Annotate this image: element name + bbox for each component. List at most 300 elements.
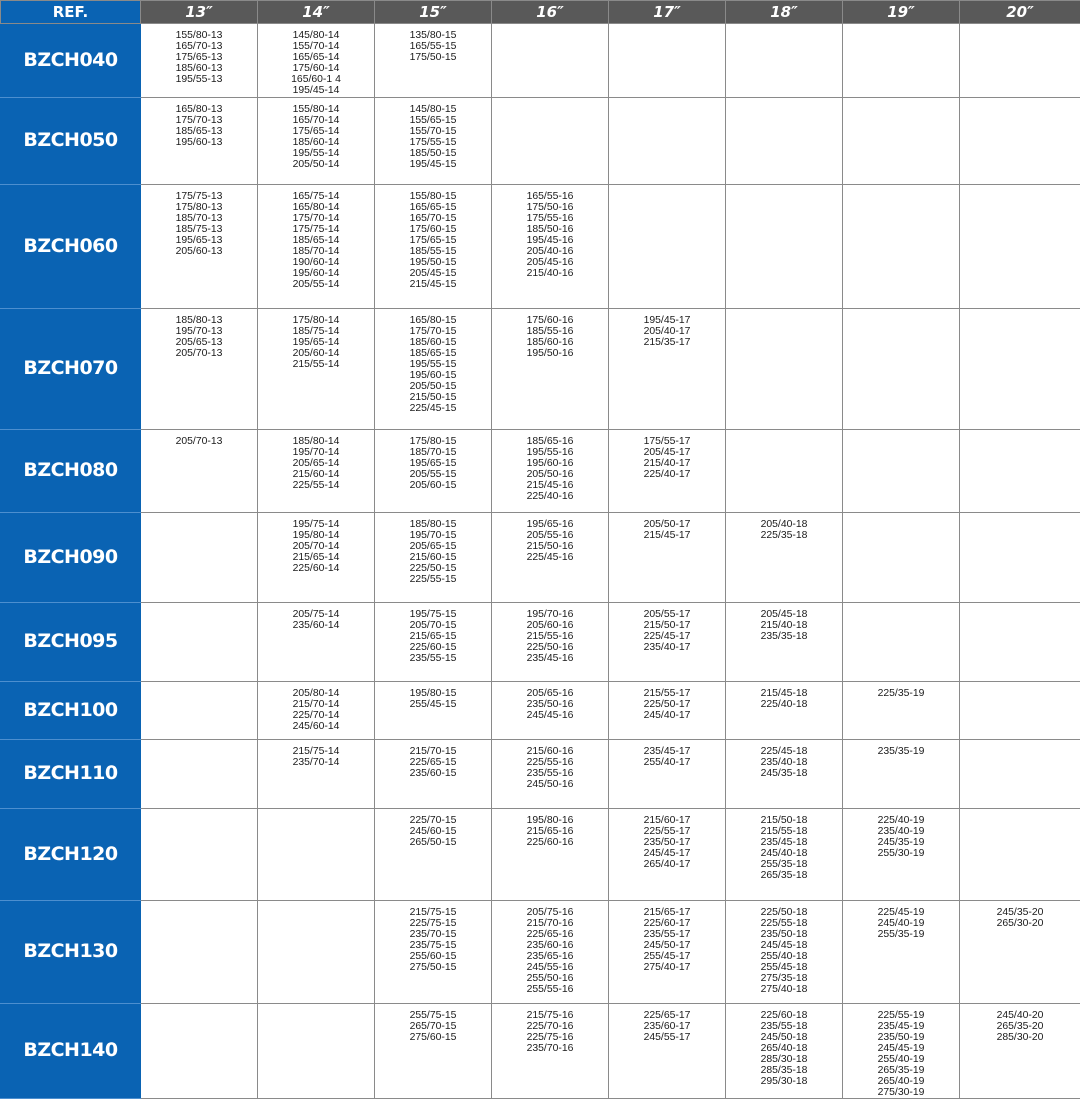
size-cell: [141, 24, 258, 98]
tire-size: 215/50-17: [611, 620, 723, 631]
tire-size: 225/55-19: [845, 1010, 957, 1021]
tire-size: 175/75-14: [260, 224, 372, 235]
tire-size: 275/40-17: [611, 962, 723, 973]
tire-size: 245/45-16: [494, 710, 606, 721]
size-cell: [609, 429, 726, 512]
tire-size: 195/45-17: [611, 315, 723, 326]
tire-size: 255/50-16: [494, 973, 606, 984]
tire-size: 155/80-14: [260, 104, 372, 115]
tire-size: 265/40-18: [728, 1043, 840, 1054]
size-cell: [258, 97, 375, 184]
size-cell: [375, 97, 492, 184]
tire-size: 235/60-14: [260, 620, 372, 631]
tire-size: 205/40-17: [611, 326, 723, 337]
tire-size: 205/50-16: [494, 469, 606, 480]
tire-size: 185/55-15: [377, 246, 489, 257]
size-cell: [141, 900, 258, 1003]
tire-size: 205/55-17: [611, 609, 723, 620]
ref-code-cell: BZCH060: [1, 184, 141, 308]
tire-size: 275/30-19: [845, 1087, 957, 1098]
tire-size: 225/65-16: [494, 929, 606, 940]
tire-size: 185/60-15: [377, 337, 489, 348]
tire-size: 195/50-16: [494, 348, 606, 359]
size-cell: [960, 184, 1080, 308]
size-cell: [960, 602, 1080, 681]
size-cell: [492, 1003, 609, 1099]
ref-code-cell: BZCH095: [1, 602, 141, 681]
tire-size: 205/55-16: [494, 530, 606, 541]
size-cell: [258, 512, 375, 602]
tire-size: 195/70-14: [260, 447, 372, 458]
tire-size: 185/50-15: [377, 148, 489, 159]
tire-size: 215/45-16: [494, 480, 606, 491]
tire-size: 235/55-16: [494, 768, 606, 779]
tire-size: 245/50-17: [611, 940, 723, 951]
size-cell: [141, 602, 258, 681]
tire-size: 225/65-15: [377, 757, 489, 768]
tire-size: 215/60-15: [377, 552, 489, 563]
size-cell: [843, 602, 960, 681]
tire-size: 285/35-18: [728, 1065, 840, 1076]
tire-size: 225/55-16: [494, 757, 606, 768]
tire-size: 265/35-20: [962, 1021, 1078, 1032]
size-cell: [726, 429, 843, 512]
tire-size: 175/50-15: [377, 52, 489, 63]
tire-size: 195/45-14: [260, 85, 372, 96]
tire-size: 165/55-16: [494, 191, 606, 202]
size-cell: [843, 512, 960, 602]
size-cell: [258, 184, 375, 308]
tire-size: 265/30-20: [962, 918, 1078, 929]
tire-size: 245/35-20: [962, 907, 1078, 918]
tire-size: 235/50-18: [728, 929, 840, 940]
tire-size: 175/55-16: [494, 213, 606, 224]
table-body: [1, 24, 1080, 1099]
size-cell: [375, 681, 492, 739]
tire-size: 215/40-18: [728, 620, 840, 631]
tire-size: 165/65-14: [260, 52, 372, 63]
ref-code-cell: BZCH110: [1, 739, 141, 808]
tire-size: 245/60-14: [260, 721, 372, 732]
tire-size: 205/45-17: [611, 447, 723, 458]
size-cell: [960, 739, 1080, 808]
tire-size: 195/60-13: [143, 137, 255, 148]
tire-size: 225/70-14: [260, 710, 372, 721]
tire-size: 185/65-13: [143, 126, 255, 137]
tire-size: 195/55-16: [494, 447, 606, 458]
tire-size: 205/75-16: [494, 907, 606, 918]
tire-size: 275/40-18: [728, 984, 840, 995]
tire-size: 155/80-15: [377, 191, 489, 202]
tire-size: 285/30-18: [728, 1054, 840, 1065]
ref-code-cell: BZCH040: [1, 24, 141, 98]
tire-size: 215/50-18: [728, 815, 840, 826]
size-cell: [492, 512, 609, 602]
tire-size: 145/80-15: [377, 104, 489, 115]
tire-size: 255/60-15: [377, 951, 489, 962]
table-row: [1, 308, 1080, 429]
size-cell: [258, 308, 375, 429]
header-row: [1, 1, 1080, 24]
tire-size: 225/45-16: [494, 552, 606, 563]
tire-size: 235/70-14: [260, 757, 372, 768]
tire-size: 195/70-13: [143, 326, 255, 337]
tire-size: 225/45-17: [611, 631, 723, 642]
tire-size: 245/40-18: [728, 848, 840, 859]
tire-size: 245/35-18: [728, 768, 840, 779]
tire-size: 235/60-17: [611, 1021, 723, 1032]
tire-size: 175/80-13: [143, 202, 255, 213]
size-cell: [375, 308, 492, 429]
tire-size: 225/45-18: [728, 746, 840, 757]
size-cell: [492, 24, 609, 98]
table-row: [1, 681, 1080, 739]
tire-size: 265/35-18: [728, 870, 840, 881]
tire-size: 155/65-15: [377, 115, 489, 126]
tire-size: 185/65-14: [260, 235, 372, 246]
tire-size: 205/45-18: [728, 609, 840, 620]
size-cell: [375, 429, 492, 512]
rim-17-header: 17″: [609, 1, 726, 24]
size-cell: [141, 681, 258, 739]
tire-size: 225/50-17: [611, 699, 723, 710]
tire-size: 215/50-15: [377, 392, 489, 403]
tire-size: 215/65-17: [611, 907, 723, 918]
tire-size: 185/75-14: [260, 326, 372, 337]
tire-size: 185/60-14: [260, 137, 372, 148]
tire-size: 215/45-18: [728, 688, 840, 699]
tire-size: 235/70-15: [377, 929, 489, 940]
tire-size: 205/40-18: [728, 519, 840, 530]
size-cell: [258, 1003, 375, 1099]
tire-size: 195/55-15: [377, 359, 489, 370]
tire-size: 195/80-15: [377, 688, 489, 699]
tire-size: 215/75-14: [260, 746, 372, 757]
tire-size: 175/80-15: [377, 436, 489, 447]
tire-size: 215/55-18: [728, 826, 840, 837]
tire-size: 205/50-15: [377, 381, 489, 392]
tire-size: 225/50-18: [728, 907, 840, 918]
tire-size: 215/60-16: [494, 746, 606, 757]
tire-size: 255/35-19: [845, 929, 957, 940]
tire-size: 225/40-18: [728, 699, 840, 710]
tire-size: 185/65-15: [377, 348, 489, 359]
tire-size: 235/65-16: [494, 951, 606, 962]
size-cell: [726, 24, 843, 98]
size-cell: [843, 681, 960, 739]
tire-size: 175/65-14: [260, 126, 372, 137]
tire-size: 215/60-17: [611, 815, 723, 826]
tire-size: 215/40-17: [611, 458, 723, 469]
size-cell: [141, 739, 258, 808]
tire-size: 155/70-14: [260, 41, 372, 52]
size-cell: [726, 602, 843, 681]
tire-size: 235/70-16: [494, 1043, 606, 1054]
tire-size: 165/55-15: [377, 41, 489, 52]
tire-size: 245/45-17: [611, 848, 723, 859]
tire-size: 235/45-18: [728, 837, 840, 848]
tire-size: 205/75-14: [260, 609, 372, 620]
tire-size: 215/55-16: [494, 631, 606, 642]
size-cell: [492, 900, 609, 1003]
rim-15-header: 15″: [375, 1, 492, 24]
table-row: [1, 739, 1080, 808]
tire-size: 175/55-15: [377, 137, 489, 148]
tire-size: 175/70-15: [377, 326, 489, 337]
tire-size: 165/75-14: [260, 191, 372, 202]
tire-size: 215/70-16: [494, 918, 606, 929]
tire-size: 225/35-19: [845, 688, 957, 699]
size-cell: [960, 512, 1080, 602]
size-cell: [492, 308, 609, 429]
rim-18-header: 18″: [726, 1, 843, 24]
tire-size: 235/45-17: [611, 746, 723, 757]
tire-size: 265/35-19: [845, 1065, 957, 1076]
size-cell: [726, 808, 843, 900]
tire-size: 225/65-17: [611, 1010, 723, 1021]
size-cell: [492, 429, 609, 512]
tire-size: 225/60-14: [260, 563, 372, 574]
tire-size: 155/80-13: [143, 30, 255, 41]
ref-code-cell: BZCH070: [1, 308, 141, 429]
tire-size: 245/55-16: [494, 962, 606, 973]
tire-size: 175/60-14: [260, 63, 372, 74]
tire-size: 235/55-15: [377, 653, 489, 664]
tire-size: 255/30-19: [845, 848, 957, 859]
tire-size: 225/50-15: [377, 563, 489, 574]
tire-size: 165/80-15: [377, 315, 489, 326]
tire-size: 205/55-14: [260, 279, 372, 290]
tire-size: 235/45-19: [845, 1021, 957, 1032]
tire-size: 205/60-14: [260, 348, 372, 359]
tire-size: 195/60-14: [260, 268, 372, 279]
ref-code-cell: BZCH140: [1, 1003, 141, 1099]
table-row: [1, 429, 1080, 512]
size-cell: [141, 308, 258, 429]
table-row: [1, 24, 1080, 98]
size-cell: [726, 681, 843, 739]
tire-size: 195/55-14: [260, 148, 372, 159]
size-cell: [726, 900, 843, 1003]
tire-size: 275/50-15: [377, 962, 489, 973]
tire-size: 215/45-15: [377, 279, 489, 290]
tire-size: 235/50-19: [845, 1032, 957, 1043]
tire-size: 235/55-18: [728, 1021, 840, 1032]
tire-size: 265/70-15: [377, 1021, 489, 1032]
tire-size: 175/65-15: [377, 235, 489, 246]
tire-size: 235/45-16: [494, 653, 606, 664]
tire-size: 255/55-16: [494, 984, 606, 995]
tire-size: 225/70-15: [377, 815, 489, 826]
tire-size: 185/55-16: [494, 326, 606, 337]
size-cell: [375, 184, 492, 308]
tire-size: 225/45-15: [377, 403, 489, 414]
tire-size: 205/70-13: [143, 348, 255, 359]
size-cell: [258, 681, 375, 739]
tire-size: 285/30-20: [962, 1032, 1078, 1043]
tire-size: 165/65-15: [377, 202, 489, 213]
size-cell: [609, 602, 726, 681]
tire-size: 185/80-15: [377, 519, 489, 530]
size-cell: [375, 602, 492, 681]
size-cell: [141, 429, 258, 512]
size-cell: [726, 1003, 843, 1099]
tire-size: 255/45-15: [377, 699, 489, 710]
tire-size: 215/45-17: [611, 530, 723, 541]
tire-size: 215/55-14: [260, 359, 372, 370]
tire-size: 195/65-14: [260, 337, 372, 348]
tire-size: 265/40-19: [845, 1076, 957, 1087]
tire-size: 255/40-19: [845, 1054, 957, 1065]
tire-size: 245/55-17: [611, 1032, 723, 1043]
tire-size: 255/35-18: [728, 859, 840, 870]
table-row: [1, 808, 1080, 900]
tire-size: 275/60-15: [377, 1032, 489, 1043]
size-cell: [609, 24, 726, 98]
tire-size: 175/70-13: [143, 115, 255, 126]
tire-size: 245/50-16: [494, 779, 606, 790]
tire-size: 175/60-16: [494, 315, 606, 326]
tire-size: 185/60-16: [494, 337, 606, 348]
tire-size: 225/50-16: [494, 642, 606, 653]
tire-size: 205/70-15: [377, 620, 489, 631]
tire-size: 195/80-14: [260, 530, 372, 541]
size-cell: [375, 808, 492, 900]
tire-size: 195/60-16: [494, 458, 606, 469]
tire-size: 205/50-17: [611, 519, 723, 530]
rim-14-header: 14″: [258, 1, 375, 24]
tire-size: 195/80-16: [494, 815, 606, 826]
tire-size: 205/60-16: [494, 620, 606, 631]
size-cell: [609, 512, 726, 602]
size-cell: [843, 308, 960, 429]
tire-size: 215/40-16: [494, 268, 606, 279]
tire-size: 185/80-14: [260, 436, 372, 447]
ref-code-cell: BZCH130: [1, 900, 141, 1003]
tire-size: 245/40-19: [845, 918, 957, 929]
tire-size: 205/50-14: [260, 159, 372, 170]
tire-size: 190/60-14: [260, 257, 372, 268]
tire-size: 215/55-17: [611, 688, 723, 699]
tire-size: 235/55-17: [611, 929, 723, 940]
tire-size: 225/60-16: [494, 837, 606, 848]
size-cell: [258, 739, 375, 808]
size-cell: [843, 429, 960, 512]
tire-size: 205/65-16: [494, 688, 606, 699]
tire-size: 205/60-15: [377, 480, 489, 491]
tire-size: 215/70-14: [260, 699, 372, 710]
tire-size: 145/80-14: [260, 30, 372, 41]
tire-size: 225/40-16: [494, 491, 606, 502]
tire-size: 265/40-17: [611, 859, 723, 870]
size-cell: [843, 24, 960, 98]
tire-size: 165/70-14: [260, 115, 372, 126]
tire-size: 185/65-16: [494, 436, 606, 447]
tire-size: 195/55-13: [143, 74, 255, 85]
tire-size: 245/45-19: [845, 1043, 957, 1054]
tire-size: 205/60-13: [143, 246, 255, 257]
rim-16-header: 16″: [492, 1, 609, 24]
size-cell: [375, 739, 492, 808]
tire-size: 225/75-15: [377, 918, 489, 929]
size-cell: [258, 900, 375, 1003]
size-cell: [141, 184, 258, 308]
size-cell: [726, 739, 843, 808]
size-cell: [609, 97, 726, 184]
tire-size: 245/60-15: [377, 826, 489, 837]
tire-size: 255/40-18: [728, 951, 840, 962]
tire-size: 225/55-14: [260, 480, 372, 491]
size-cell: [375, 1003, 492, 1099]
tire-size: 225/45-19: [845, 907, 957, 918]
tire-size: 185/50-16: [494, 224, 606, 235]
ref-code-cell: BZCH100: [1, 681, 141, 739]
size-cell: [609, 681, 726, 739]
size-cell: [726, 184, 843, 308]
rim-13-header: 13″: [141, 1, 258, 24]
tire-size: 215/65-15: [377, 631, 489, 642]
tire-size: 235/50-16: [494, 699, 606, 710]
tire-size: 225/55-15: [377, 574, 489, 585]
tire-size: 185/60-13: [143, 63, 255, 74]
tire-size: 235/75-15: [377, 940, 489, 951]
size-cell: [141, 1003, 258, 1099]
tire-size: 175/60-15: [377, 224, 489, 235]
size-cell: [843, 1003, 960, 1099]
size-cell: [726, 512, 843, 602]
size-cell: [375, 512, 492, 602]
tire-size: 195/60-15: [377, 370, 489, 381]
tire-size: 225/40-17: [611, 469, 723, 480]
size-cell: [726, 97, 843, 184]
tire-size: 165/70-15: [377, 213, 489, 224]
size-cell: [609, 900, 726, 1003]
tire-size: 135/80-15: [377, 30, 489, 41]
size-cell: [141, 97, 258, 184]
size-cell: [960, 1003, 1080, 1099]
size-cell: [258, 429, 375, 512]
tire-size: 225/40-19: [845, 815, 957, 826]
tire-size: 215/70-15: [377, 746, 489, 757]
tire-size: 255/45-17: [611, 951, 723, 962]
size-cell: [141, 512, 258, 602]
rim-19-header: 19″: [843, 1, 960, 24]
tire-size: 215/50-16: [494, 541, 606, 552]
size-cell: [843, 184, 960, 308]
tire-size: 235/40-18: [728, 757, 840, 768]
size-cell: [960, 681, 1080, 739]
size-cell: [492, 681, 609, 739]
tire-size: 175/65-13: [143, 52, 255, 63]
size-cell: [258, 24, 375, 98]
tire-size: 245/35-19: [845, 837, 957, 848]
size-cell: [726, 308, 843, 429]
size-cell: [960, 429, 1080, 512]
size-cell: [960, 308, 1080, 429]
tire-size: 235/35-19: [845, 746, 957, 757]
tire-size: 195/70-15: [377, 530, 489, 541]
tire-size: 235/60-15: [377, 768, 489, 779]
tire-size: 185/70-14: [260, 246, 372, 257]
tire-size: 265/50-15: [377, 837, 489, 848]
tire-size: 255/75-15: [377, 1010, 489, 1021]
tire-size: 195/45-16: [494, 235, 606, 246]
tire-size: 215/65-14: [260, 552, 372, 563]
tire-size: 175/75-13: [143, 191, 255, 202]
tire-size: 235/50-17: [611, 837, 723, 848]
tire-size: 205/55-15: [377, 469, 489, 480]
tire-size: 225/75-16: [494, 1032, 606, 1043]
